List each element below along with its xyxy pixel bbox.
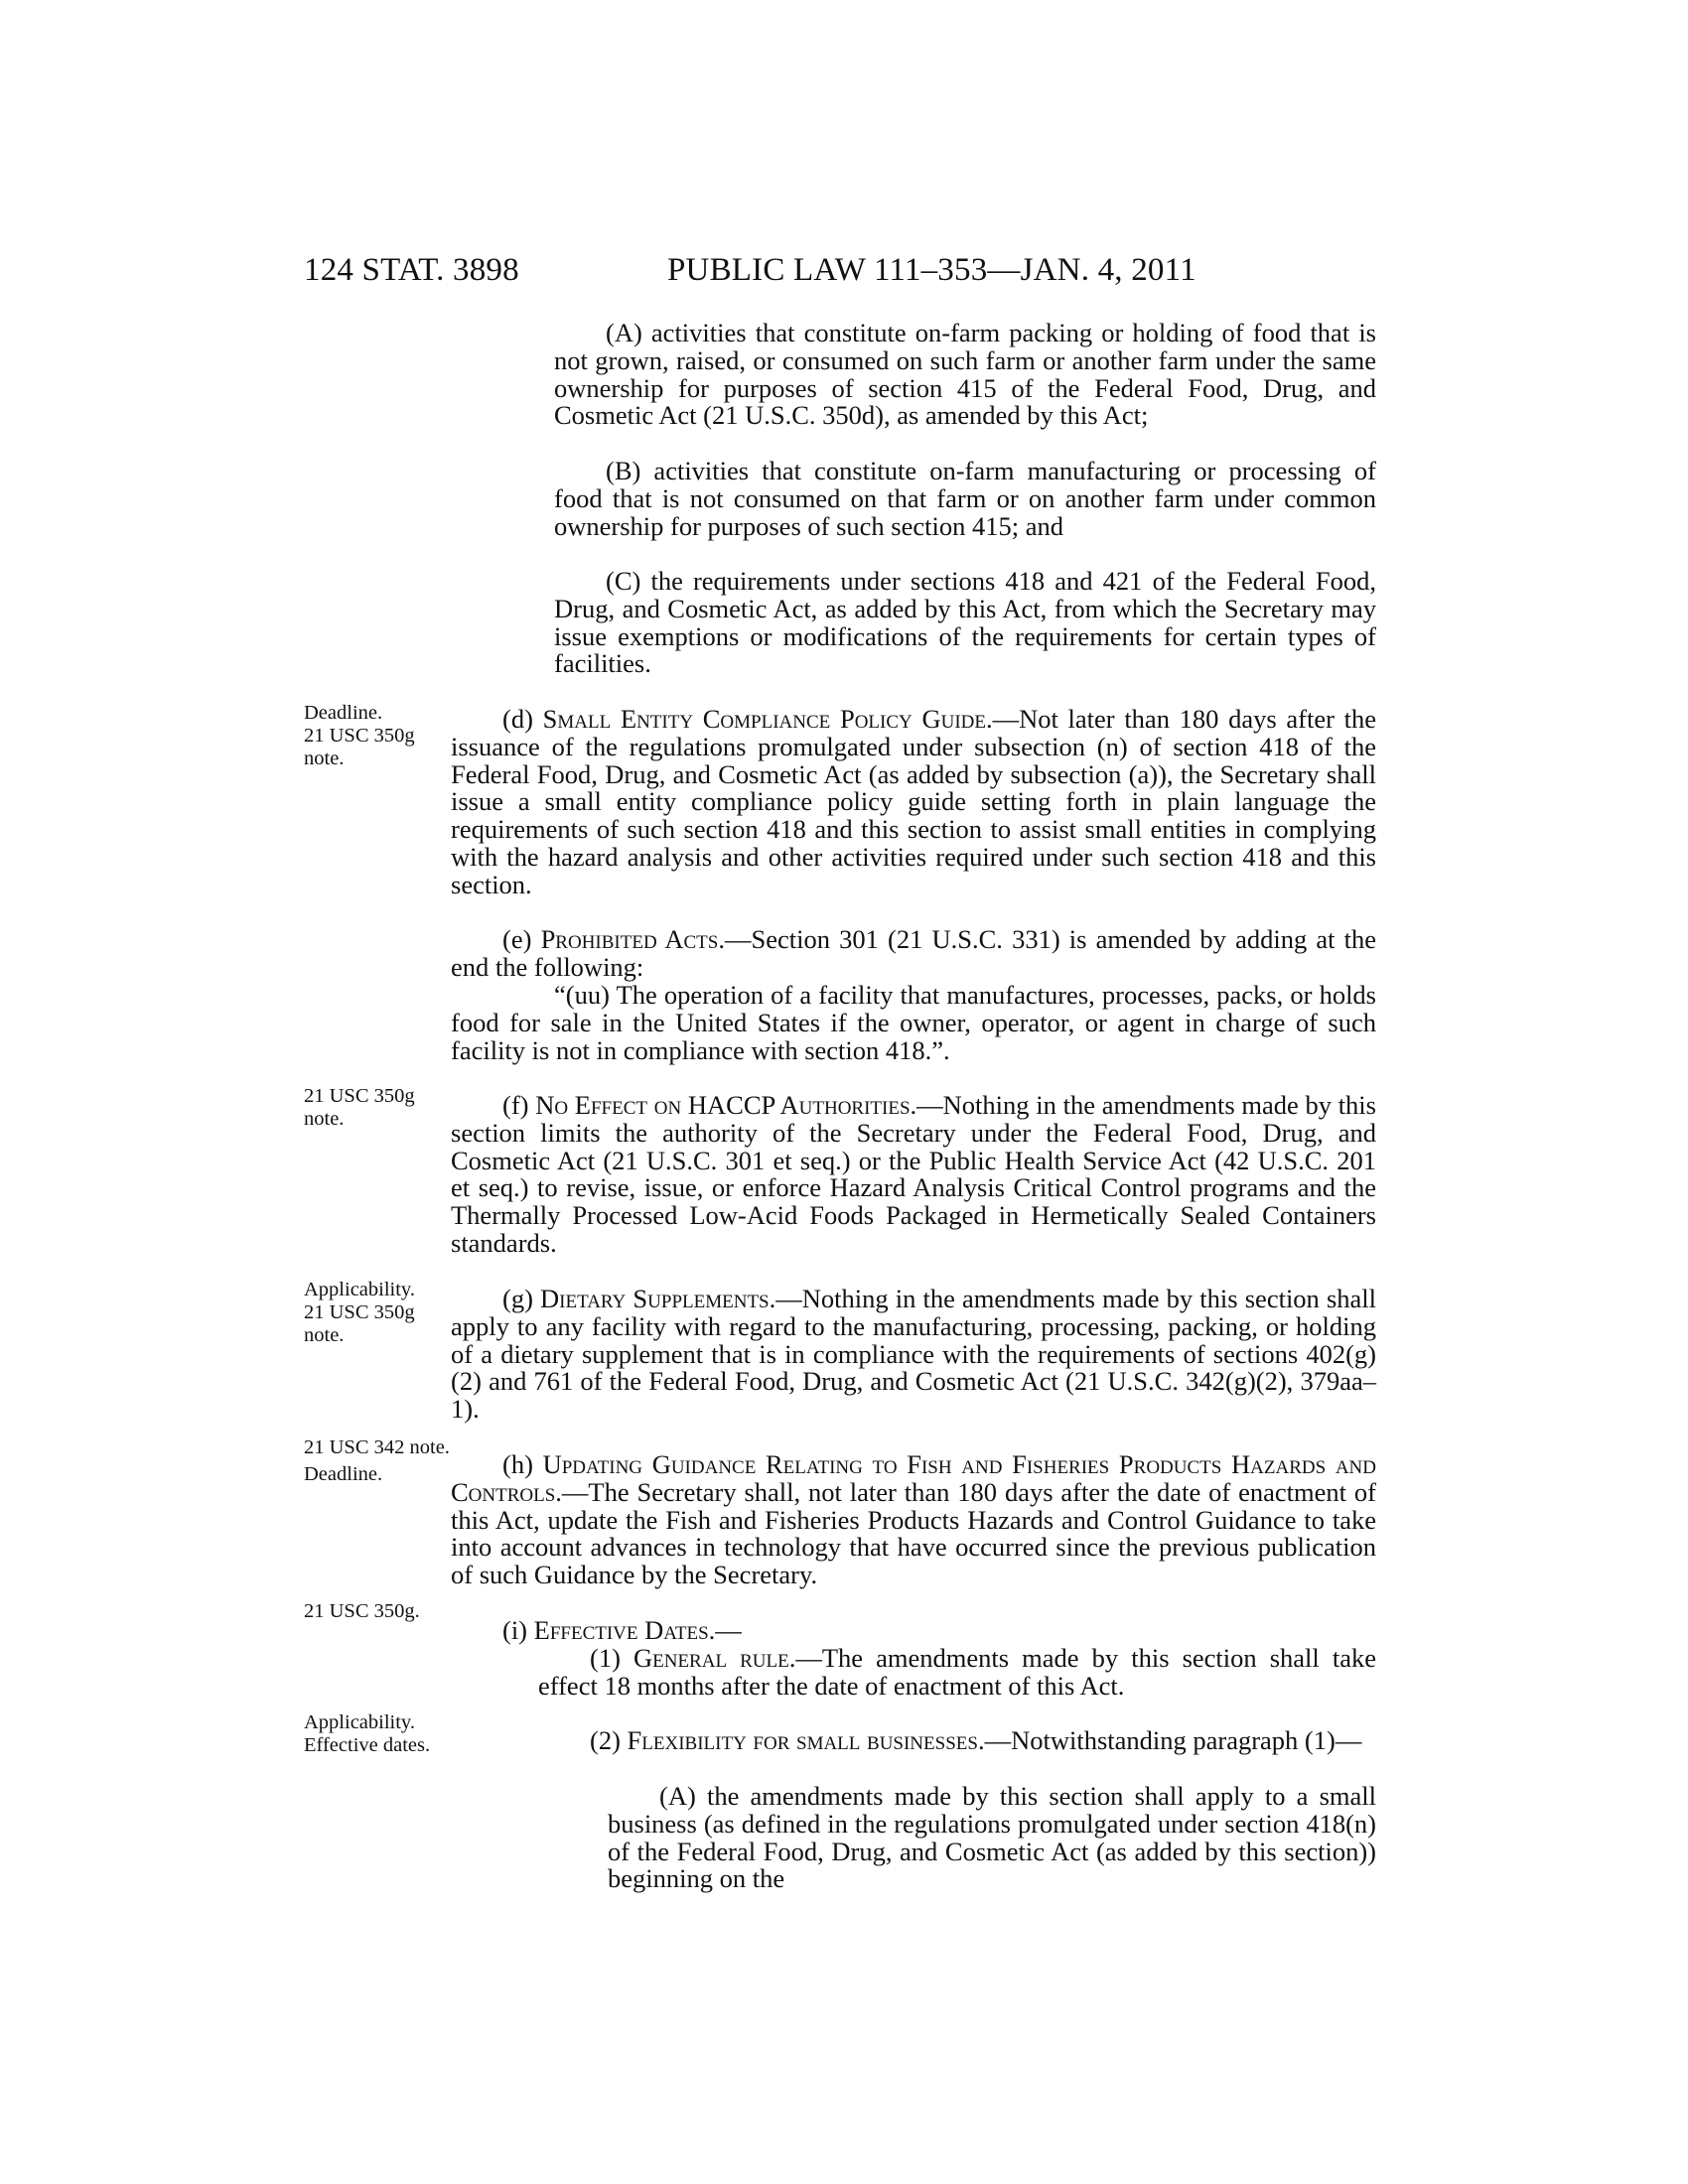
page-stat-number: 124 STAT. 3898: [304, 252, 519, 288]
running-header-title: PUBLIC LAW 111–353—JAN. 4, 2011: [667, 252, 1196, 288]
paragraph-i-2: (2) Flexibility for small businesses.—Notwithstanding paragraph (1)—: [590, 1725, 1362, 1755]
subparagraph-c-first: (C) the requirements under sections 418 and 421 of the Federal Food, Drug, and Cosmetic Act, as added by this Act, from which the Secretary may issue exemptions or modifications of the requirements for certain types of facilities.: [554, 566, 1376, 679]
margin-note: Applicability. Effective dates.: [304, 1711, 431, 1756]
subsection-heading: Small Entity Compliance Policy Guide.: [542, 704, 993, 734]
margin-note: Deadline. 21 USC 350g note.: [304, 702, 415, 769]
margin-note: 21 USC 342 note.: [304, 1436, 450, 1458]
subsection-f: (f) No Effect on HACCP Authorities.—Nothing in the amendments made by this section limits the authority of the Secretary under the Federal Food, Drug, and Cosmetic Act (21 U.S.C. 301 et seq.) or the Public Health Service Act (42 U.S.C. 201 et seq.) to revise, issue, or enforce Hazard Analysis Critical Control programs and the Thermally Processed Low-Acid Foods Packaged in Hermetically Sealed Containers standards.: [451, 1090, 1376, 1258]
subsection-i: (i) Effective Dates.—: [502, 1615, 742, 1645]
subsection-heading: No Effect on HACCP Authorities.: [535, 1090, 917, 1120]
margin-note: 21 USC 350g.: [304, 1600, 420, 1622]
paragraph-heading: General rule.: [633, 1643, 796, 1673]
subsection-heading: Effective Dates.: [533, 1615, 716, 1645]
margin-note: Applicability. 21 USC 350g note.: [304, 1279, 415, 1346]
paragraph-heading: Flexibility for small businesses.: [627, 1725, 985, 1755]
subsection-e: (e) Prohibited Acts.—Section 301 (21 U.S.C. 331) is amended by adding at the end the following:: [451, 924, 1376, 982]
paragraph-i-1: (1) General rule.—The amendments made by this section shall take effect 18 months after the date of enactment of this Act.: [538, 1643, 1376, 1701]
subsection-heading: Prohibited Acts.: [540, 924, 725, 954]
margin-note: 21 USC 350g note.: [304, 1085, 415, 1130]
subsection-h: (h) Updating Guidance Relating to Fish and Fisheries Products Hazards and Controls.—The Secretary shall, not later than 180 days after the date of enactment of this Act, update the Fish and Fisheries Products Hazards and Control Guidance to take into account advances in technology that have occurred since the previous publication of such Guidance by the Secretary.: [451, 1449, 1376, 1590]
quoted-paragraph-uu: “(uu) The operation of a facility that manufactures, processes, packs, or holds food for sale in the United States if the owner, operator, or agent in charge of such facility is not in compliance with section 418.”.: [451, 980, 1376, 1065]
margin-note: Deadline.: [304, 1463, 383, 1485]
subsection-heading: Dietary Supplements.: [540, 1284, 776, 1313]
subparagraph-b-first: (B) activities that constitute on-farm manufacturing or processing of food that is not consumed on that farm or on another farm under common ownership for purposes of such section 415; and: [554, 456, 1376, 541]
subsection-g: (g) Dietary Supplements.—Nothing in the amendments made by this section shall apply to any facility with regard to the manufacturing, processing, packing, or holding of a dietary supplement that is in compliance with the requirements of sections 402(g)(2) and 761 of the Federal Food, Drug, and Cosmetic Act (21 U.S.C. 342(g)(2), 379aa–1).: [451, 1284, 1376, 1425]
subsection-heading: Updating Guidance Relating to Fish and Fisheries Products Hazards and Controls.: [451, 1449, 1376, 1507]
subparagraph-i-2-a: (A) the amendments made by this section shall apply to a small business (as defined in the regulations promulgated under section 418(n) of the Federal Food, Drug, and Cosmetic Act (as added by this section)) beginning on the: [608, 1781, 1376, 1894]
subsection-d: (d) Small Entity Compliance Policy Guide.—Not later than 180 days after the issuance of the regulations promulgated under subsection (n) of section 418 of the Federal Food, Drug, and Cosmetic Act (as added by subsection (a)), the Secretary shall issue a small entity compliance policy guide setting forth in plain language the requirements of such section 418 and this section to assist small entities in complying with the hazard analysis and other activities required under such section 418 and this section.: [451, 704, 1376, 899]
subparagraph-a-first: (A) activities that constitute on-farm packing or holding of food that is not grown, raised, or consumed on such farm or another farm under the same ownership for purposes of section 415 of the Federal Food, Drug, and Cosmetic Act (21 U.S.C. 350d), as amended by this Act;: [554, 318, 1376, 431]
